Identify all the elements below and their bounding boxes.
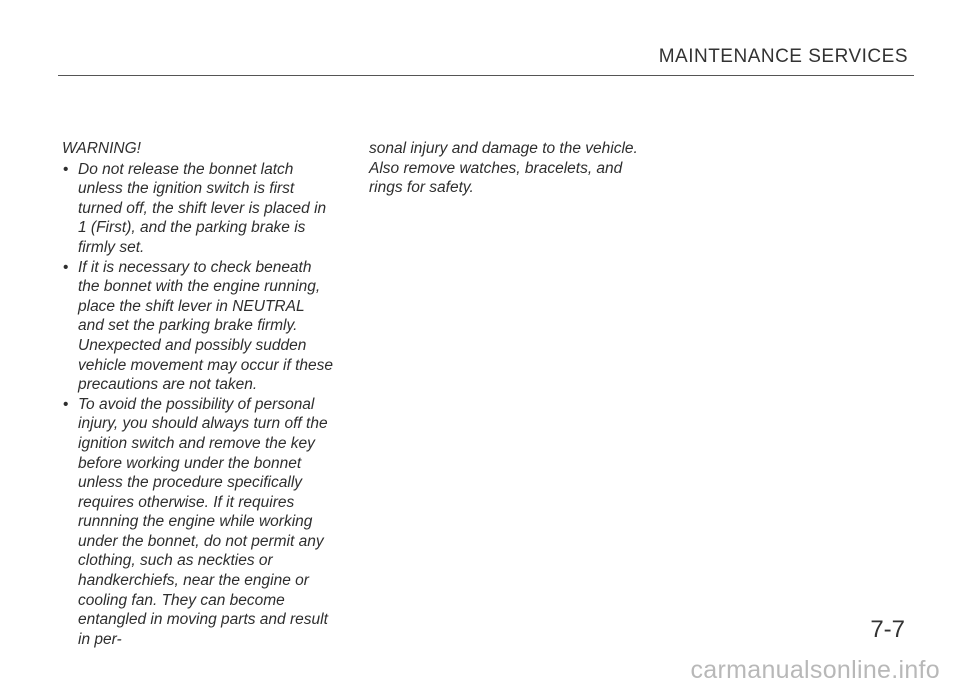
list-item: [62, 258, 334, 395]
warning-item-3-text-end: sonal injury and damage to the vehicle. Also remove watches, bracelets, and rings for safety.: [369, 140, 638, 197]
bullet-icon: •: [63, 258, 69, 276]
page-number: 7-7: [870, 616, 905, 643]
watermark: carmanualsonline.info: [690, 656, 940, 684]
warning-heading: WARNING!: [62, 140, 141, 157]
left-column: [62, 139, 334, 649]
bullet-icon: •: [63, 160, 69, 178]
right-column: [369, 139, 644, 198]
list-item: [62, 395, 334, 650]
warning-item-1-text: Do not release the bonnet latch unless the ignition switch is first turned off, the shift lever is placed in 1 (First), and the parking brake is firmly set.: [78, 160, 327, 256]
warning-list: [62, 160, 334, 650]
list-item: [62, 160, 334, 258]
warning-item-2-text: If it is necessary to check beneath the bonnet with the engine running, place the shift lever in NEUTRAL and set the parking brake firmly.: [78, 258, 321, 335]
header-divider: [58, 75, 914, 76]
warning-item-2-note: Unexpected and possibly sudden vehicle movement may occur if these precautions are not taken.: [78, 336, 333, 394]
warning-item-3-text-start: To avoid the possibility of personal injury, you should always turn off the ignition switch and remove the key before working under the bonnet unless the procedure specifically requires otherwise. If it requires runnning the engine while working under the bonnet, do not permit any clothing, such as neckties or handkerchiefs, near the engine or cooling fan. They can become entangled in moving parts and result in per-: [78, 395, 328, 648]
page-header-title: MAINTENANCE SERVICES: [658, 46, 908, 67]
bullet-icon: •: [63, 395, 69, 413]
